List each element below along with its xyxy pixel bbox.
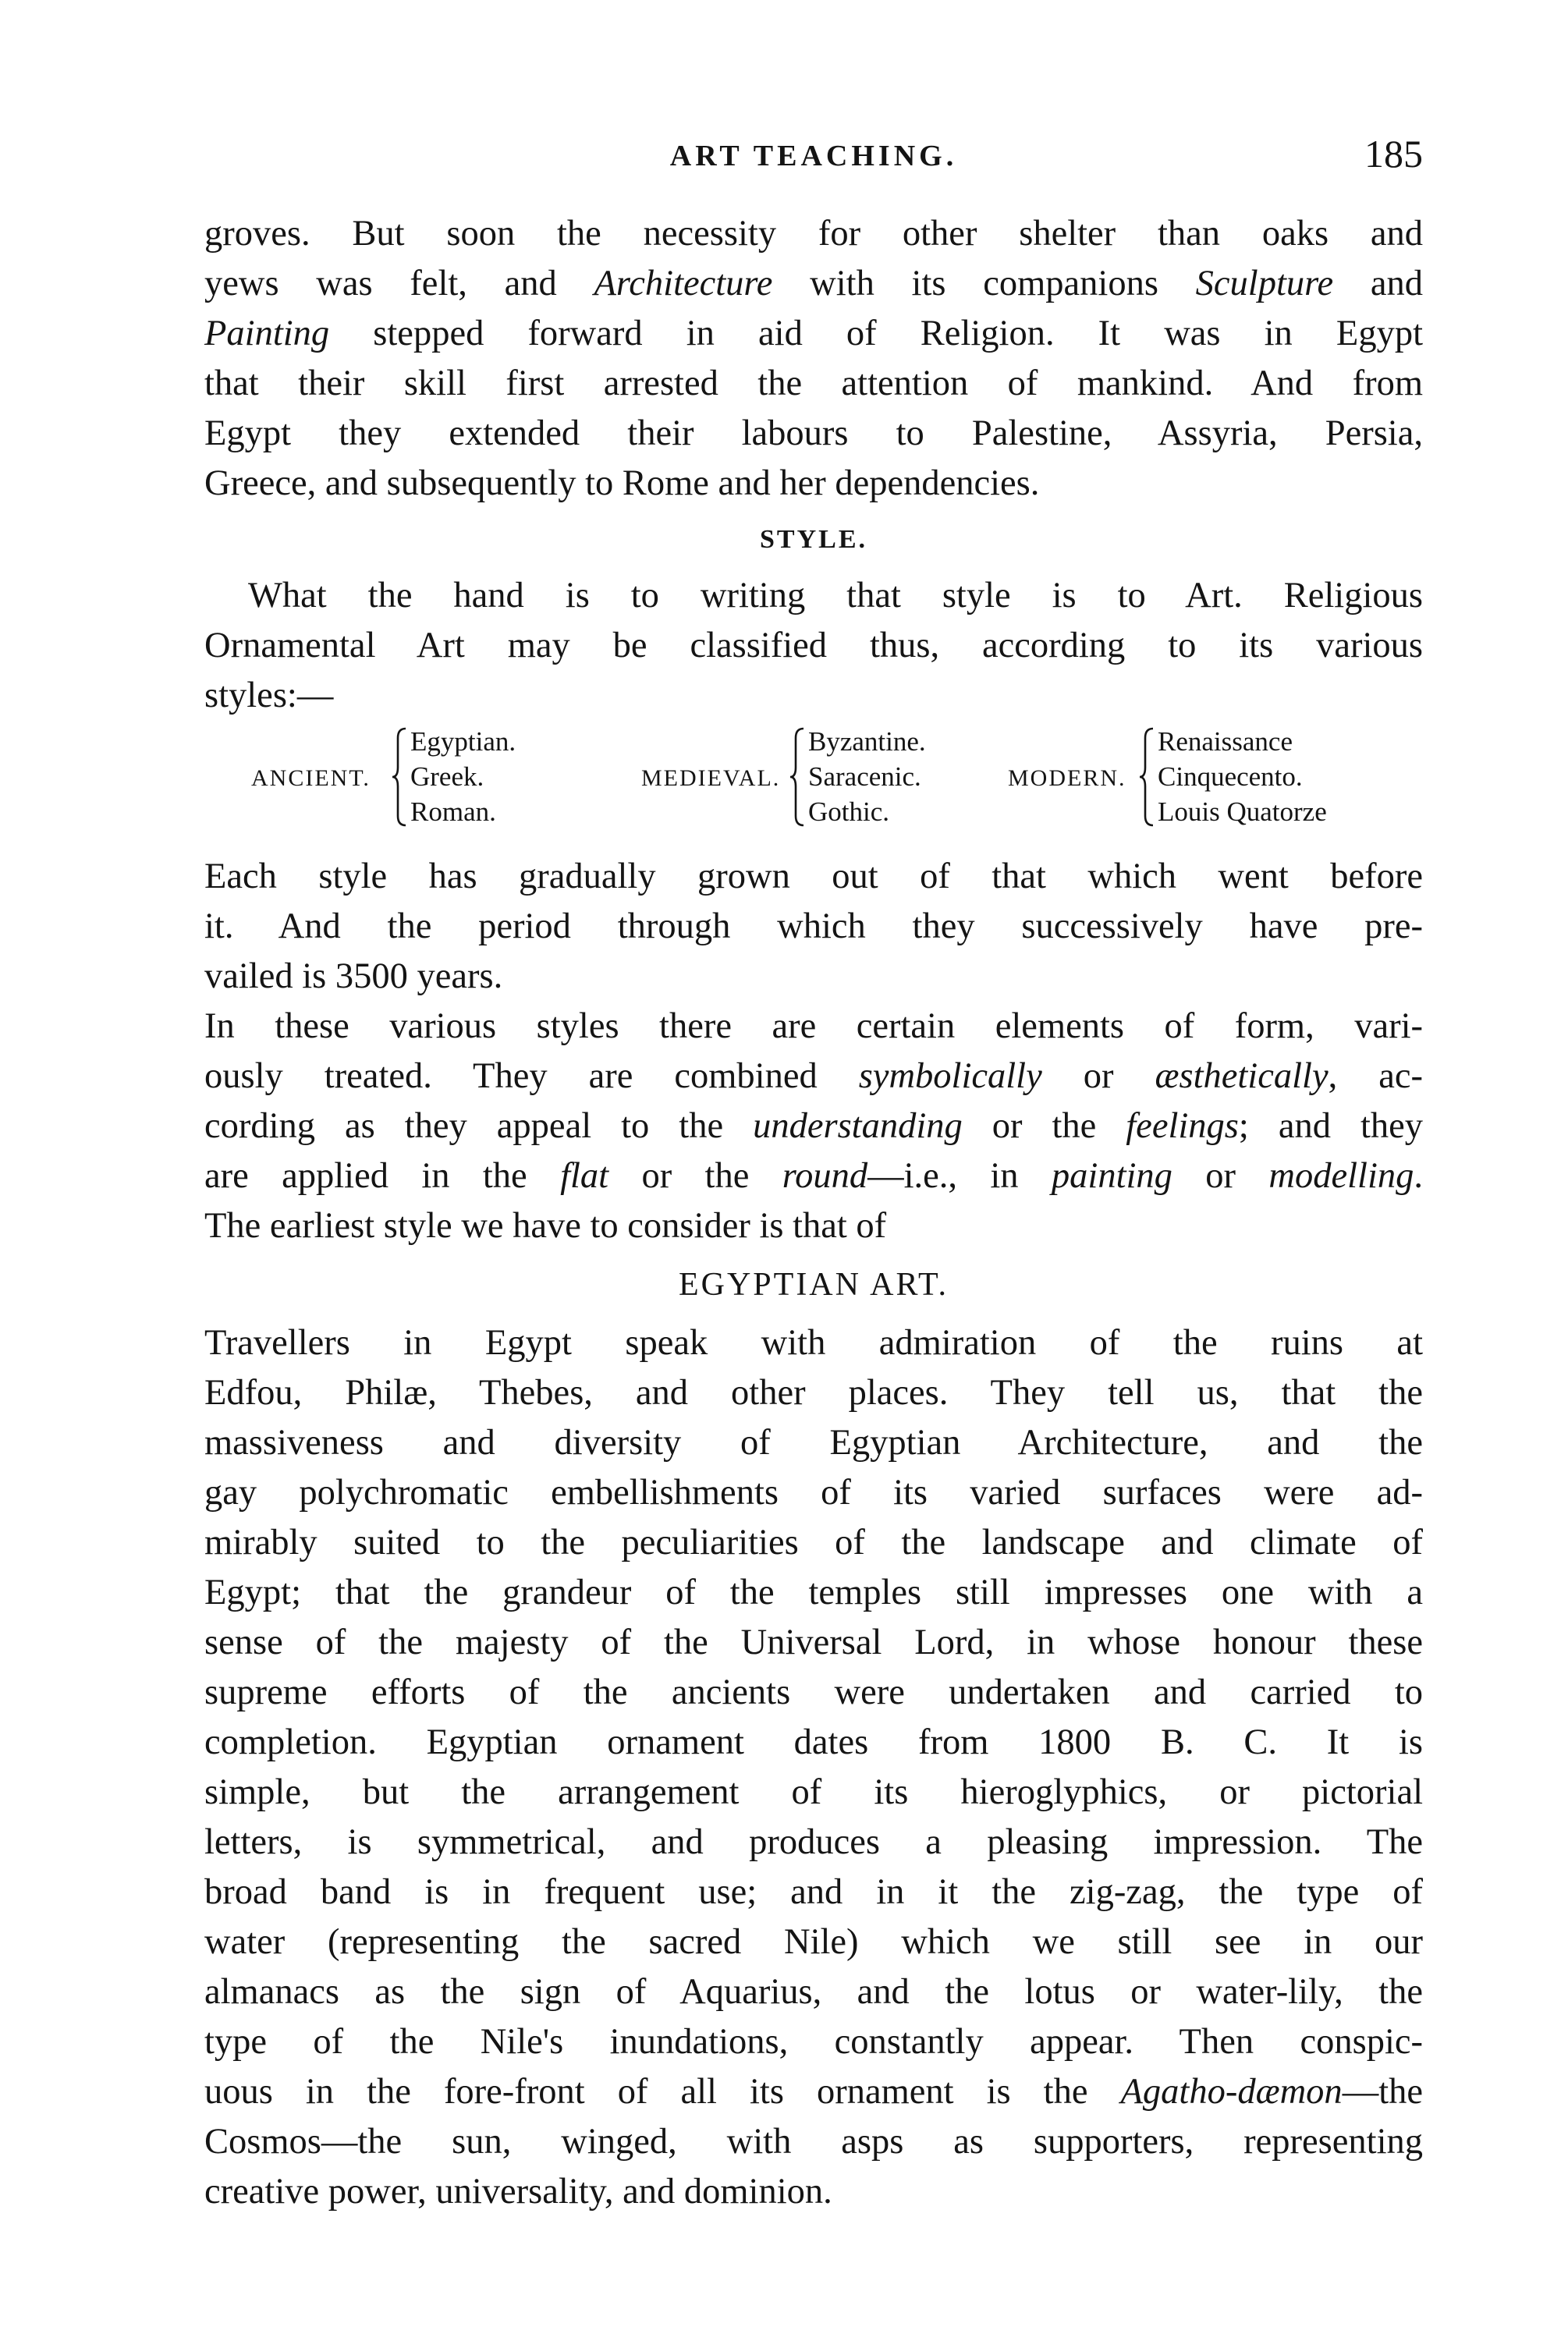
style-item: Greek. — [410, 761, 484, 792]
group-name: MEDIEVAL. — [641, 765, 781, 791]
text-line — [204, 1101, 1423, 1151]
brace-icon — [392, 727, 407, 827]
text-fragment: ; and they — [1238, 1106, 1423, 1146]
text-fragment: cording as they appeal to the — [204, 1106, 754, 1146]
text-line: Cosmos—the sun, winged, with asps as supporters, representing — [204, 2122, 1423, 2162]
text-line: Greece, and subsequently to Rome and her dependencies. — [204, 463, 1040, 503]
text-line: Egypt; that the grandeur of the temples still impresses one with a — [204, 1573, 1423, 1612]
italic-fragment: round — [782, 1156, 868, 1196]
text-line: simple, but the arrangement of its hieroglyphics, or pictorial — [204, 1772, 1423, 1812]
text-line: creative power, universality, and dominion. — [204, 2172, 832, 2212]
text-line: broad band is in frequent use; and in it the zig-zag, the type of — [204, 1872, 1423, 1912]
text-fragment: are applied in the — [204, 1156, 561, 1196]
text-line: mirably suited to the peculiarities of the landscape and climate of — [204, 1523, 1423, 1563]
italic-fragment: painting — [1051, 1156, 1172, 1196]
style-group-medieval — [641, 724, 992, 833]
text-fragment: Painting stepped forward in aid of Religion. It was in Egypt — [204, 314, 1423, 353]
group-name: MODERN. — [1008, 765, 1126, 791]
brace-icon — [789, 727, 805, 827]
style-item: Saracenic. — [808, 761, 921, 792]
text-line: The earliest style we have to consider is that of — [204, 1206, 887, 1246]
italic-fragment: æsthetically — [1155, 1056, 1329, 1096]
text-fragment: yews was felt, and Architecture with its companions Sculpture and — [204, 264, 1423, 303]
italic-fragment: symbolically — [858, 1056, 1042, 1096]
style-item: Renaissance — [1158, 726, 1293, 757]
italic-fragment: feelings — [1126, 1106, 1239, 1146]
text-line: completion. Egyptian ornament dates from 1800 B. C. It is — [204, 1722, 1423, 1762]
text-line: almanacs as the sign of Aquarius, and the lotus or water-lily, the — [204, 1972, 1423, 2012]
section-heading-style: STYLE. — [760, 525, 867, 554]
text-fragment: or the — [962, 1106, 1126, 1146]
text-line — [204, 1052, 1423, 1101]
text-line: Egypt they extended their labours to Palestine, Assyria, Persia, — [204, 413, 1423, 453]
text-line: letters, is symmetrical, and produces a pleasing impression. The — [204, 1822, 1423, 1862]
italic-fragment: Architecture — [594, 264, 773, 303]
text-line: What the hand is to writing that style is to Art. Religious — [248, 576, 1423, 615]
text-line: it. And the period through which they successively have pre- — [204, 906, 1423, 946]
text-line: styles:— — [204, 676, 334, 715]
italic-fragment: understanding — [753, 1106, 963, 1146]
text-line — [204, 259, 1423, 309]
style-item: Byzantine. — [808, 726, 926, 757]
text-line: Ornamental Art may be classified thus, according to its various — [204, 626, 1423, 665]
text-line: type of the Nile's inundations, constantly appear. Then conspic- — [204, 2022, 1423, 2062]
text-line: groves. But soon the necessity for other shelter than oaks and — [204, 214, 1423, 254]
text-line: Each style has gradually grown out of that which went before — [204, 857, 1423, 896]
style-item: Louis Quatorze — [1158, 796, 1327, 827]
running-title: ART TEACHING. — [669, 140, 958, 172]
page-number: 185 — [1364, 132, 1423, 176]
text-fragment: —i.e., in — [867, 1156, 1052, 1196]
text-line: Edfou, Philæ, Thebes, and other places. They tell us, that the — [204, 1373, 1423, 1413]
text-line: massiveness and diversity of Egyptian Architecture, and the — [204, 1423, 1423, 1463]
italic-fragment: Agatho-dæmon — [1120, 2072, 1343, 2112]
text-fragment: . — [1414, 1156, 1424, 1196]
text-line: water (representing the sacred Nile) which we still see in our — [204, 1922, 1423, 1962]
text-line: that their skill first arrested the attention of mankind. And from — [204, 364, 1423, 403]
text-fragment: uous in the fore-front of all its ornament is the — [204, 2072, 1121, 2112]
section-heading-egyptian-art: EGYPTIAN ART. — [678, 1267, 949, 1303]
text-line — [204, 309, 1423, 359]
group-name: ANCIENT. — [251, 765, 371, 791]
text-line: gay polychromatic embellishments of its varied surfaces were ad- — [204, 1473, 1423, 1513]
text-fragment: or — [1172, 1156, 1269, 1196]
style-item: Egyptian. — [410, 726, 516, 757]
text-fragment: —the — [1342, 2072, 1423, 2112]
text-fragment: ously treated. They are combined — [204, 1056, 859, 1096]
text-fragment: , ac- — [1328, 1056, 1423, 1096]
text-line: In these various styles there are certain elements of form, vari- — [204, 1006, 1423, 1046]
page-body — [204, 209, 1423, 2217]
text-line: sense of the majesty of the Universal Lord, in whose honour these — [204, 1623, 1423, 1662]
style-item: Gothic. — [808, 796, 890, 827]
style-item: Roman. — [410, 796, 496, 827]
italic-fragment: Painting — [204, 314, 330, 353]
italic-fragment: Sculpture — [1195, 264, 1334, 303]
style-group-ancient — [251, 724, 602, 833]
text-fragment: or — [1041, 1056, 1155, 1096]
group-items — [1158, 724, 1327, 829]
italic-fragment: modelling — [1268, 1156, 1414, 1196]
group-items — [410, 724, 516, 829]
text-line — [204, 1151, 1423, 1201]
text-line: Travellers in Egypt speak with admiration of the ruins at — [204, 1323, 1423, 1363]
style-item: Cinquecento. — [1158, 761, 1303, 792]
brace-icon — [1139, 727, 1155, 827]
text-line — [204, 2067, 1423, 2117]
style-group-modern — [1008, 724, 1421, 833]
text-line: supreme efforts of the ancients were undertaken and carried to — [204, 1672, 1423, 1712]
text-line: vailed is 3500 years. — [204, 956, 503, 996]
page-header — [204, 131, 1423, 186]
styles-classification-table — [204, 724, 1423, 833]
group-items — [808, 724, 926, 829]
italic-fragment: flat — [560, 1156, 609, 1196]
text-fragment: or the — [608, 1156, 782, 1196]
